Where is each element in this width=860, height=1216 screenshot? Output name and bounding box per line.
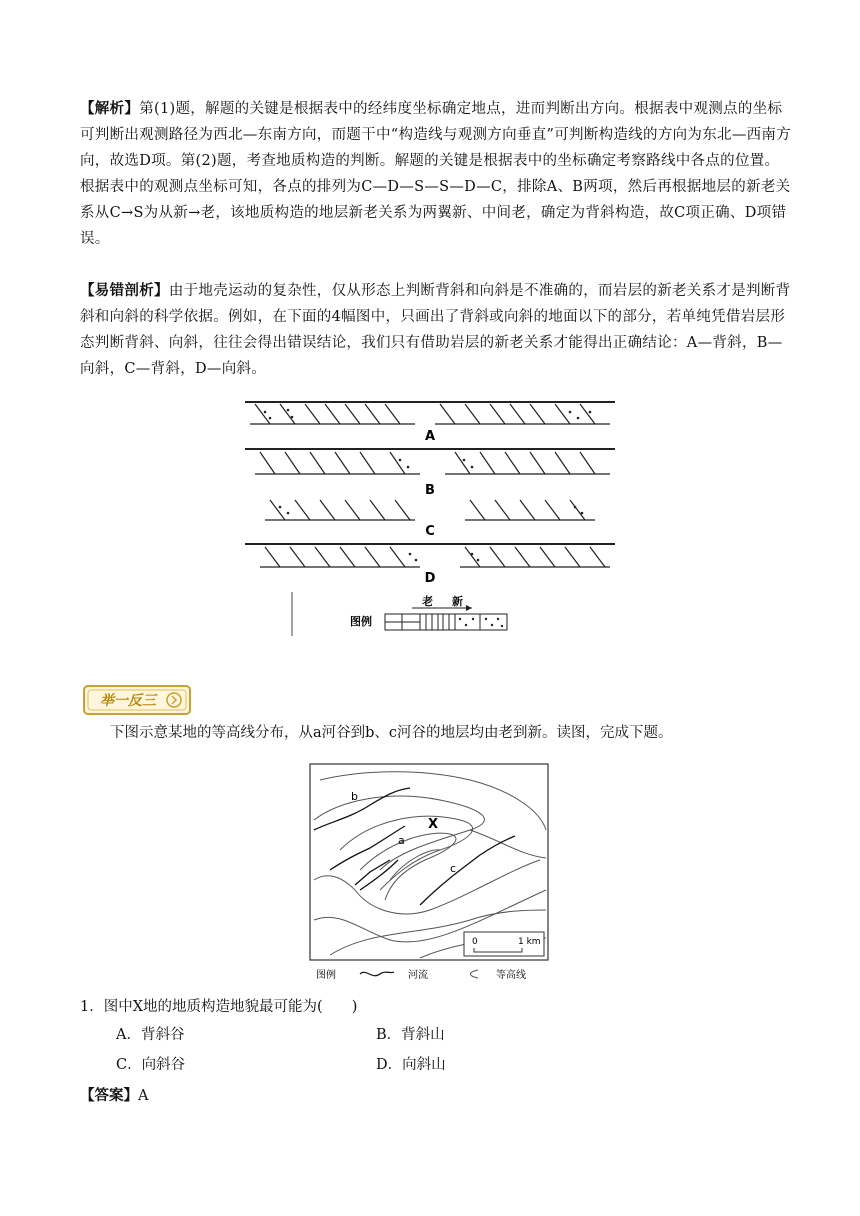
- map-point-b: b: [351, 790, 358, 803]
- error-analysis-text: 由于地壳运动的复杂性，仅从形态上判断背斜和向斜是不准确的，而岩层的新老关系才是判断背斜和向斜的科学依据。例如，在下面的4幅图中，只画出了背斜或向斜的地面以下的部分，若单纯凭借岩层形态判断背斜、向斜，往往会得出错误结论，我们只有借助岩层的新老关系才能得出正确结论：A—背斜，B—向斜，C—背斜，D—向斜。: [80, 283, 791, 377]
- option-c[interactable]: C．向斜谷: [116, 1057, 186, 1073]
- map-scale-zero: 0: [472, 937, 478, 947]
- map-legend-contour: 等高线: [496, 970, 526, 981]
- strata-legend-old: 老: [422, 595, 433, 608]
- analysis-paragraph: [80, 96, 792, 252]
- strata-label-b: B: [425, 483, 435, 498]
- intro-text: 下图示意某地的等高线分布，从a河谷到b、c河谷的地层均由老到新。读图，完成下题。: [110, 725, 673, 741]
- section-badge-text: 举一反三: [100, 693, 156, 709]
- strata-legend-swatches: [385, 614, 507, 630]
- map-legend-river-symbol: [360, 972, 394, 976]
- contour-map-figure: [300, 760, 560, 986]
- map-scale-km: 1 km: [518, 937, 541, 947]
- section-badge: [82, 684, 192, 716]
- analysis-header: 【解析】: [80, 100, 140, 117]
- error-analysis-header: 【易错剖析】: [80, 282, 169, 299]
- strata-legend-new: 新: [452, 595, 463, 608]
- map-legend-label: 图例: [316, 970, 336, 981]
- question-stem: 1．图中X地的地质构造地貌最可能为( ): [80, 999, 358, 1015]
- strata-label-d: D: [424, 571, 436, 586]
- map-point-x: X: [428, 817, 439, 832]
- error-analysis-paragraph: [80, 278, 792, 382]
- map-point-c: c: [450, 862, 457, 875]
- strata-label-c: C: [425, 524, 435, 539]
- analysis-text: 第(1)题，解题的关键是根据表中的经纬度坐标确定地点，进而判断出方向。根据表中观测点的坐标可判断出观测路径为西北—东南方向，而题干中“构造线与观测方向垂直”可判断构造线的方向为东北—西南方向，故选D项。第(2)题，考查地质构造的判断。解题的关键是根据表中的坐标确定考察路线中各点的位置。根据表中的观测点坐标可知，各点的排列为C—D—S—S—D—C，排除A、B两项，然后再根据地层的新老关系从C→S为从新→老，该地质构造的地层新老关系为两翼新、中间老，确定为背斜构造，故C项正确、D项错误。: [80, 101, 792, 247]
- option-a[interactable]: A．背斜谷: [116, 1027, 185, 1043]
- strata-label-a: A: [424, 429, 436, 444]
- strata-legend-label: 图例: [350, 615, 372, 628]
- option-b[interactable]: B．背斜山: [376, 1027, 445, 1043]
- answer-line: [80, 1085, 148, 1107]
- option-d[interactable]: D．向斜山: [376, 1057, 446, 1073]
- map-legend-contour-symbol: [471, 970, 479, 978]
- map-legend-river: 河流: [408, 970, 428, 981]
- answer-value: A: [138, 1088, 149, 1104]
- strata-figure: [240, 392, 620, 640]
- strata-figure-svg: [240, 392, 620, 640]
- map-point-a: a: [398, 834, 405, 847]
- answer-header: 【答案】: [80, 1087, 138, 1104]
